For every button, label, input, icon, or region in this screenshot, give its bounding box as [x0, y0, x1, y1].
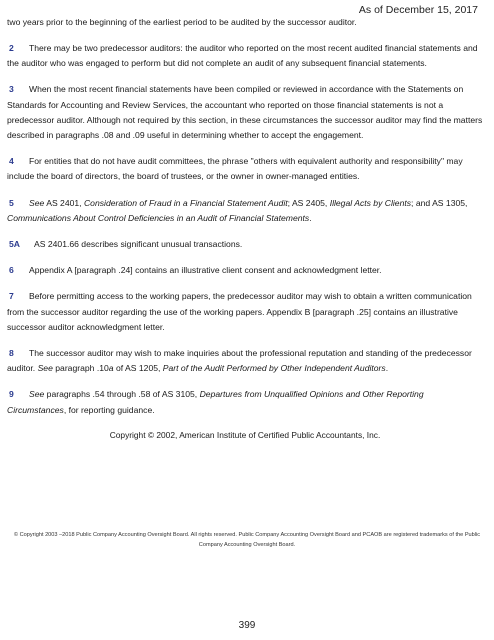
aicpa-copyright: Copyright © 2002, American Institute of Certified Public Accountants, Inc.: [109, 429, 381, 440]
footnote-number: 6: [9, 265, 14, 276]
document-body: [7, 16, 483, 440]
paragraph-letter: a: [108, 363, 114, 374]
header-date: As of December 15, 2017: [358, 4, 478, 16]
standard-title: Consideration of Fraud in a Financial Statement Audit: [83, 197, 288, 208]
footnote-number: 4: [9, 156, 14, 167]
see-signal: See: [29, 197, 45, 208]
footnote-6: [7, 263, 483, 278]
footnote-7: [7, 289, 483, 335]
footnote-number: 3: [9, 84, 14, 95]
footnote-number: 2: [9, 43, 14, 53]
footnote-number: 5A: [9, 239, 20, 250]
footnote-text: Before permitting access to the working papers, the predecessor auditor may wish to obtain a written communication from the successor auditor regarding the use of the working papers. Appendix B [paragraph .25] contains an illustrative successor auditor acknowledgment letter.: [7, 291, 472, 332]
footnote-text: When the most recent financial statements have been compiled or reviewed in accordance with the Statements on Standards for Accounting and Review Services, the accountant who reported on those financial statements is not a predecessor auditor. Although not required by this section, in these circumstances the successor auditor may find the matters described in paragraphs .08 and .09 useful in determining whether to accept the engagement.: [7, 84, 483, 141]
footnote-text: Appendix A [paragraph .24] contains an illustrative client consent and acknowledgment letter.: [29, 265, 382, 276]
pcaob-copyright-footer: © Copyright 2003 –2018 Public Company Accounting Oversight Board. All rights reserved. Public Company Accounting Oversight Board and PCAOB are registered trademarks of the Public Company Accounting Oversight Board.: [13, 532, 481, 548]
footnote-text: , for reporting guidance.: [63, 404, 155, 415]
footnote-3: [7, 82, 483, 143]
standard-title: Illegal Acts by Clients: [329, 197, 412, 208]
footnote-number: 5: [9, 197, 14, 208]
footnote-text: ; and AS 1305,: [411, 197, 468, 208]
continued-footnote-text: two years prior to the beginning of the earliest period to be audited by the successor auditor.: [7, 17, 357, 27]
footnote-8: [7, 346, 483, 376]
footnote-text: ; AS 2405,: [287, 197, 330, 208]
footnote-text: of AS 1205,: [113, 363, 163, 374]
footnote-text: paragraphs .54 through .58 of AS 3105,: [44, 389, 200, 400]
footnote-text: AS 2401.66 describes significant unusual transactions.: [34, 239, 243, 250]
footnote-number: 9: [9, 389, 14, 400]
footnote-2: [7, 41, 483, 71]
footnote-text: The successor auditor may wish to make inquiries about the professional reputation and standing of the predecessor auditor.: [7, 348, 472, 374]
footnote-text: There may be two predecessor auditors: the auditor who reported on the most recent audited financial statements and the auditor who was engaged to perform but did not complete an audit of any subsequent financial statements.: [7, 43, 478, 69]
page-number: 399: [238, 620, 256, 631]
standard-title: Part of the Audit Performed by Other Independent Auditors: [162, 363, 386, 374]
footnote-text: .: [385, 363, 389, 374]
footnote-text: paragraph .10: [52, 363, 109, 374]
footnote-5a: [7, 237, 483, 252]
footnote-5: [7, 196, 483, 226]
footnote-number: 7: [9, 291, 14, 302]
footnote-4: [7, 154, 483, 184]
footnote-9: [7, 387, 483, 417]
standard-title: Departures from Unqualified Opinions and Other Reporting Circumstances: [7, 389, 424, 415]
see-signal: See: [29, 389, 45, 400]
footnote-text: For entities that do not have audit committees, the phrase "others with equivalent authority and responsibility" may include the board of directors, the board of trustees, or the owner in owner-managed entities.: [7, 156, 463, 182]
footnote-text: AS 2401,: [44, 197, 84, 208]
see-signal: See: [37, 363, 53, 374]
footnote-number: 8: [9, 348, 14, 359]
standard-title: Communications About Control Deficiencies in an Audit of Financial Statements: [7, 212, 310, 223]
footnote-text: .: [309, 212, 312, 223]
